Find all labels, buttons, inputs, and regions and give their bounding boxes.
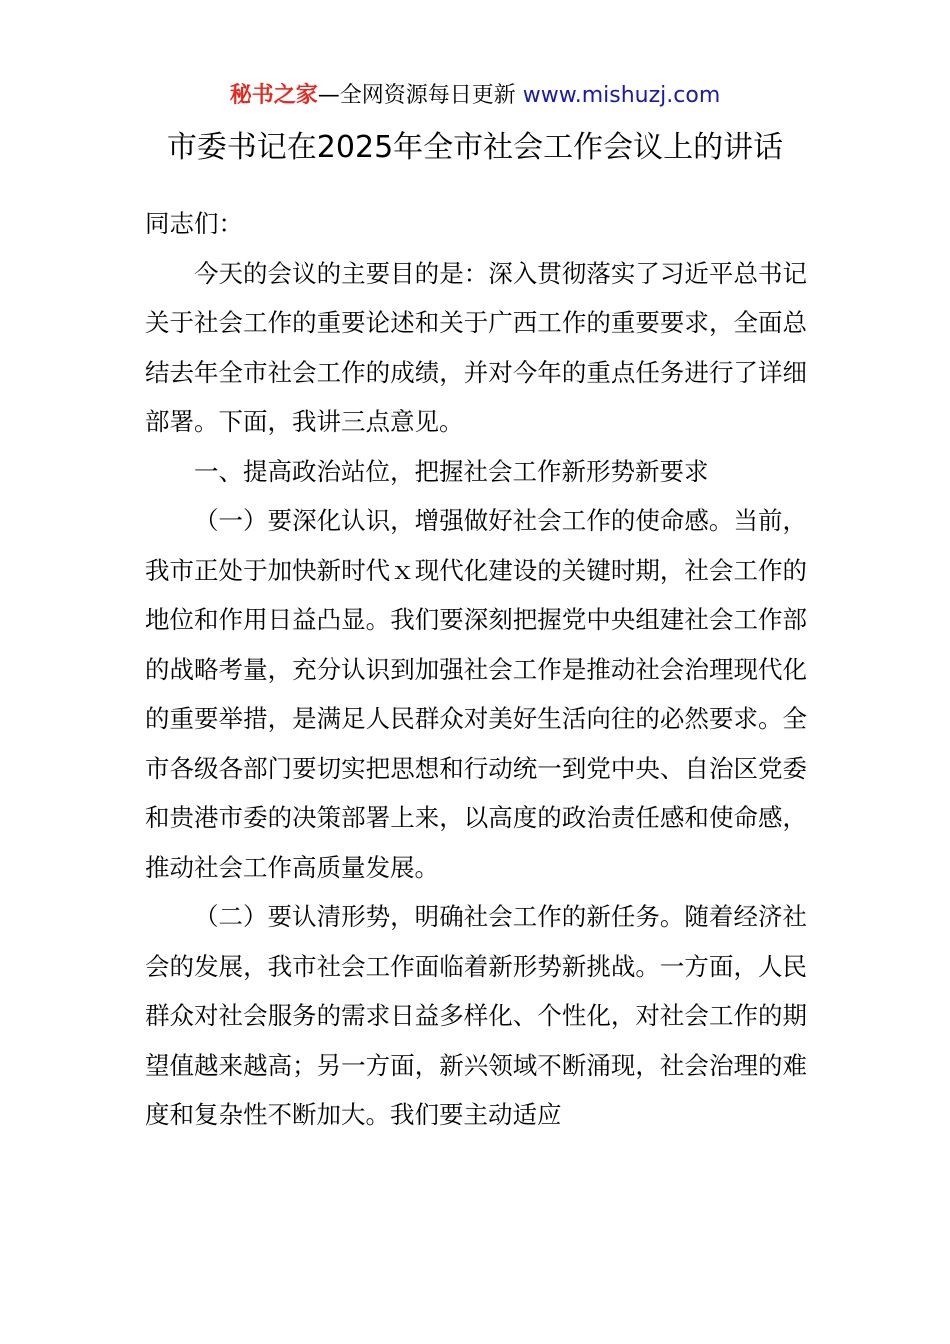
paragraph-intro: 今天的会议的主要目的是：深入贯彻落实了习近平总书记关于社会工作的重要论述和关于广西工作的重要要求，全面总结去年全市社会工作的成绩，并对今年的重点任务进行了详细部署。下面，我讲三点意见。 bbox=[145, 258, 807, 436]
header-slogan: —全网资源每日更新 bbox=[317, 83, 516, 108]
site-url-link[interactable]: www.mishuzj.com bbox=[522, 83, 721, 108]
brand-name: 秘书之家 bbox=[229, 83, 318, 108]
site-header bbox=[0, 80, 950, 112]
document-title: 市委书记在2025年全市社会工作会议上的讲话 bbox=[166, 130, 784, 165]
salutation: 同志们： bbox=[145, 209, 243, 238]
section-heading: 一、提高政治站位，把握社会工作新形势新要求 bbox=[194, 456, 709, 486]
paragraph-point-1: （一）要深化认识，增强做好社会工作的使命感。当前，我市正处于加快新时代ｘ现代化建设的关键时期，社会工作的地位和作用日益凸显。我们要深刻把握党中央组建社会工作部的战略考量，充分认识到加强社会工作是推动社会治理现代化的重要举措，是满足人民群众对美好生活向往的必然要求。全市各级各部门要切实把思想和行动统一到党中央、自治区党委和贵港市委的决策部署上来，以高度的政治责任感和使命感，推动社会工作高质量发展。 bbox=[145, 506, 807, 882]
paragraph-point-2: （二）要认清形势，明确社会工作的新任务。随着经济社会的发展，我市社会工作面临着新形势新挑战。一方面，人民群众对社会服务的需求日益多样化、个性化，对社会工作的期望值越来越高；另一方面，新兴领域不断涌现，社会治理的难度和复杂性不断加大。我们要主动适应 bbox=[145, 902, 807, 1129]
document-body bbox=[145, 199, 807, 1140]
